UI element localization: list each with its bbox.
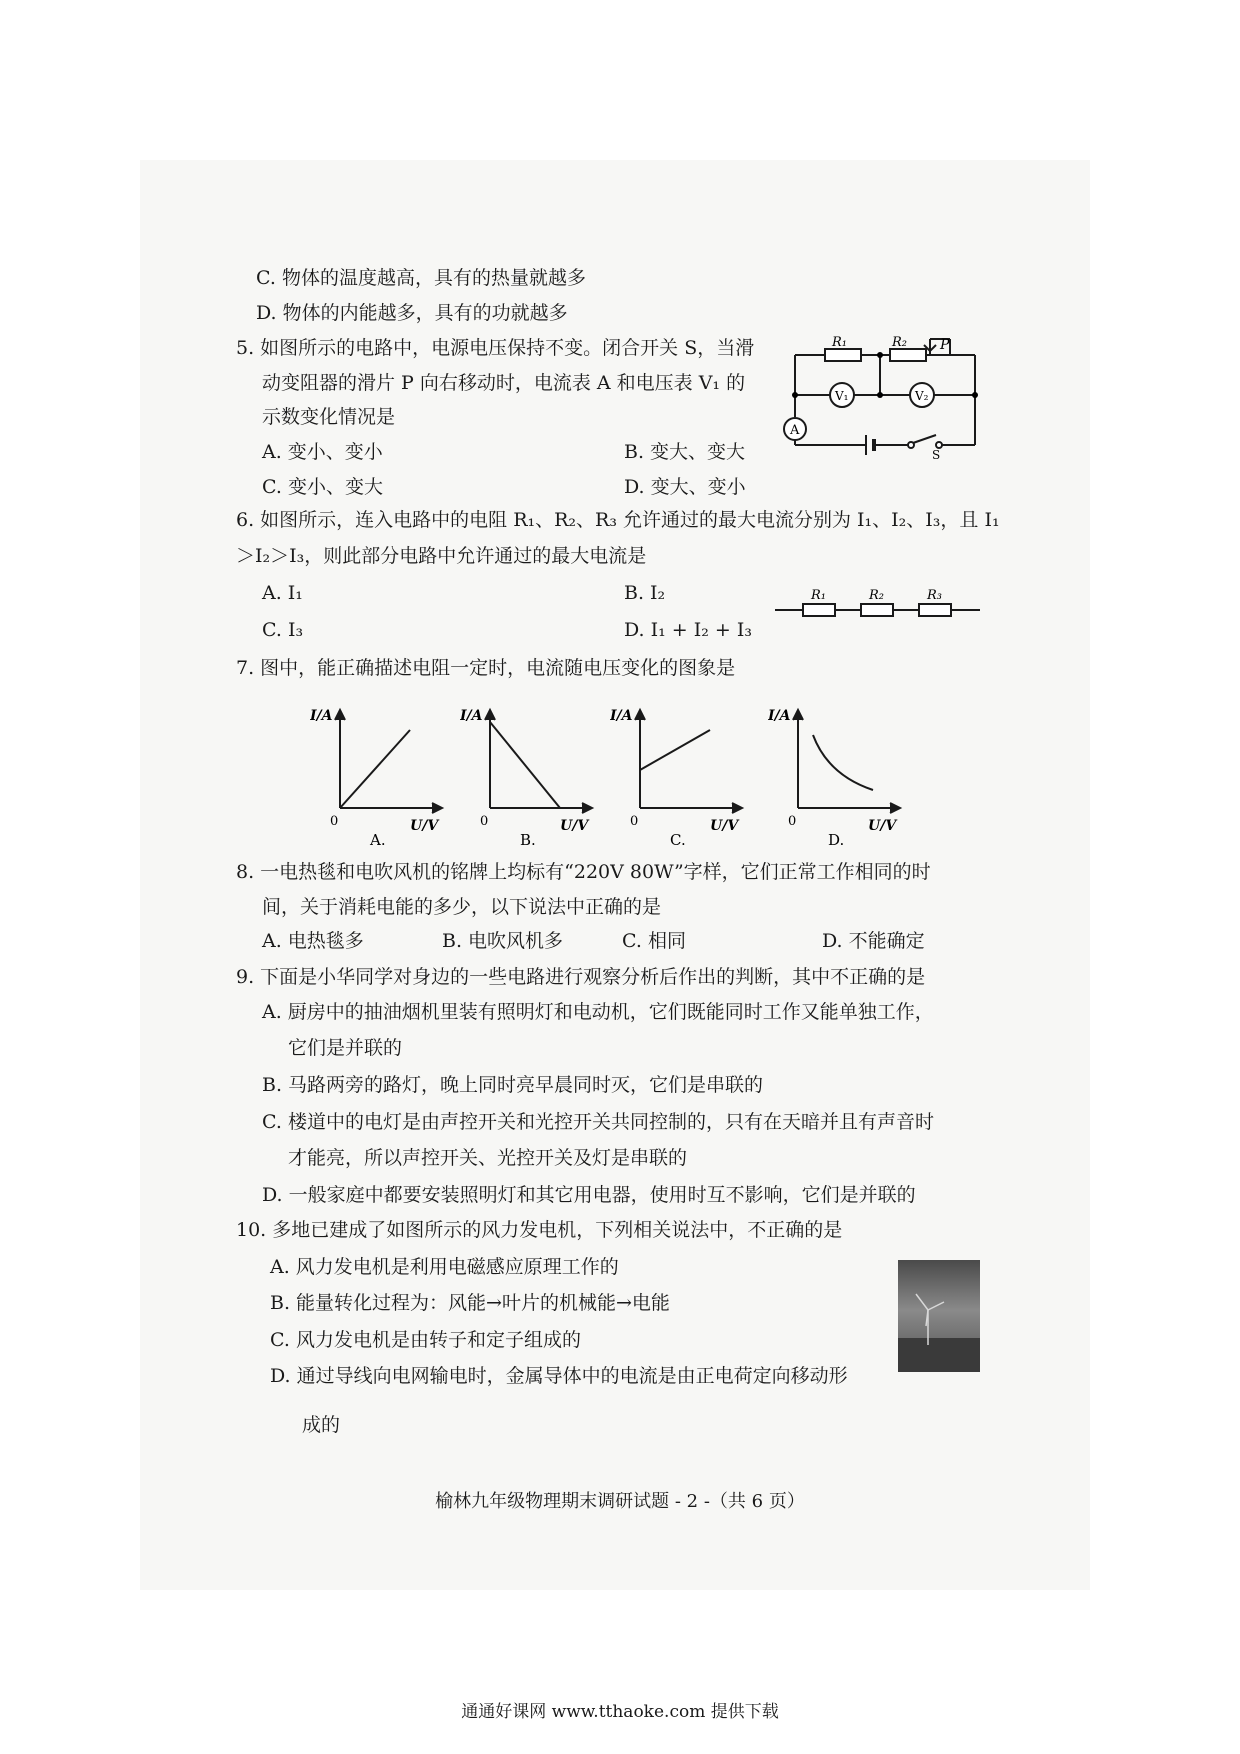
q6-option-a: A. I₁	[262, 582, 303, 604]
q8-option-d: D. 不能确定	[822, 930, 925, 952]
svg-text:0: 0	[330, 814, 339, 829]
q7-graph-c	[610, 700, 750, 850]
graph-d-curve	[813, 735, 873, 790]
svg-text:I/A: I/A	[310, 708, 333, 724]
q4-option-d: D. 物体的内能越多，具有的功就越多	[256, 302, 568, 324]
q10-option-a: A. 风力发电机是利用电磁感应原理工作的	[270, 1256, 619, 1278]
svg-text:D.: D.	[828, 831, 845, 849]
q6-option-c: C. I₃	[262, 619, 304, 641]
svg-text:0: 0	[630, 814, 639, 829]
svg-text:0: 0	[788, 814, 797, 829]
svg-text:U/V: U/V	[710, 818, 739, 834]
q5-stem-line-2: 动变阻器的滑片 P 向右移动时，电流表 A 和电压表 V₁ 的	[262, 372, 746, 394]
svg-text:U/V: U/V	[410, 818, 439, 834]
svg-text:P: P	[940, 337, 950, 353]
q9-option-c-line-2: 才能亮，所以声控开关、光控开关及灯是串联的	[288, 1147, 688, 1169]
q5-option-b: B. 变大、变大	[624, 441, 746, 463]
q5-stem-line-3: 示数变化情况是	[262, 406, 396, 428]
q6-series-resistors	[775, 582, 980, 622]
q5-option-c: C. 变小、变大	[262, 476, 383, 498]
svg-text:C.: C.	[670, 831, 686, 849]
svg-text:R₂: R₂	[892, 335, 907, 350]
q8-option-a: A. 电热毯多	[262, 930, 364, 952]
q4-option-c: C. 物体的温度越高，具有的热量就越多	[256, 267, 586, 289]
wind-turbine-photo	[898, 1260, 980, 1372]
q9-option-a-line-2: 它们是并联的	[288, 1037, 403, 1059]
rheostat-r2	[890, 349, 926, 361]
download-source-note: 通通好课网 www.tthaoke.com 提供下载	[461, 1702, 779, 1722]
q9-option-d: D. 一般家庭中都要安装照明灯和其它用电器，使用时互不影响，它们是并联的	[262, 1184, 916, 1206]
q6-stem-line-2: ＞I₂＞I₃，则此部分电路中允许通过的最大电流是	[236, 545, 647, 567]
q9-option-c-line-1: C. 楼道中的电灯是由声控开关和光控开关共同控制的，只有在天暗并且有声音时	[262, 1111, 934, 1133]
q7-graph-d	[768, 700, 908, 850]
svg-text:I/A: I/A	[460, 708, 483, 724]
graph-c-line	[640, 730, 710, 770]
q5-stem-line-1: 5. 如图所示的电路中，电源电压保持不变。闭合开关 S，当滑	[236, 337, 755, 359]
q10-stem: 10. 多地已建成了如图所示的风力发电机，下列相关说法中，不正确的是	[236, 1219, 843, 1241]
q6-option-b: B. I₂	[624, 582, 666, 604]
svg-text:I/A: I/A	[610, 708, 633, 724]
svg-text:R₃: R₃	[927, 588, 942, 603]
q5-option-a: A. 变小、变小	[262, 441, 383, 463]
q9-stem: 9. 下面是小华同学对身边的一些电路进行观察分析后作出的判断，其中不正确的是	[236, 966, 926, 988]
svg-text:0: 0	[480, 814, 489, 829]
q10-option-d-line-2: 成的	[302, 1414, 341, 1436]
svg-text:A: A	[790, 423, 800, 438]
q5-circuit-diagram	[780, 335, 990, 460]
q8-option-b: B. 电吹风机多	[442, 930, 564, 952]
svg-text:U/V: U/V	[868, 818, 897, 834]
graph-a-line	[340, 730, 410, 808]
q6-option-d: D. I₁ + I₂ + I₃	[624, 619, 752, 641]
svg-text:A.: A.	[370, 831, 386, 849]
svg-text:R₁: R₁	[832, 335, 847, 350]
svg-text:R₂: R₂	[869, 588, 884, 603]
q10-option-b: B. 能量转化过程为：风能→叶片的机械能→电能	[270, 1292, 670, 1314]
svg-text:B.: B.	[520, 831, 536, 849]
svg-text:V₂: V₂	[915, 389, 929, 403]
resistor-r1	[825, 349, 861, 361]
q7-stem: 7. 图中，能正确描述电阻一定时，电流随电压变化的图象是	[236, 657, 736, 679]
svg-text:V₁: V₁	[835, 389, 849, 403]
q6-stem-line-1: 6. 如图所示，连入电路中的电阻 R₁、R₂、R₃ 允许通过的最大电流分别为 I₁、I₂、I₃，且 I₁	[236, 509, 1000, 531]
svg-text:R₁: R₁	[811, 588, 826, 603]
graph-b-line	[490, 722, 560, 808]
q8-stem-line-1: 8. 一电热毯和电吹风机的铭牌上均标有“220V 80W”字样，它们正常工作相同的时	[236, 861, 931, 883]
svg-text:S: S	[932, 448, 941, 460]
q9-option-b: B. 马路两旁的路灯，晚上同时亮早晨同时灭，它们是串联的	[262, 1074, 764, 1096]
svg-text:U/V: U/V	[560, 818, 589, 834]
svg-text:I/A: I/A	[768, 708, 791, 724]
q7-graph-a	[310, 700, 450, 850]
q5-option-d: D. 变大、变小	[624, 476, 746, 498]
page-footer: 榆林九年级物理期末调研试题 - 2 -（共 6 页）	[435, 1491, 805, 1512]
switch-s	[913, 435, 936, 443]
q10-option-c: C. 风力发电机是由转子和定子组成的	[270, 1329, 581, 1351]
q8-stem-line-2: 间，关于消耗电能的多少，以下说法中正确的是	[262, 896, 662, 918]
q8-option-c: C. 相同	[622, 930, 686, 952]
q9-option-a-line-1: A. 厨房中的抽油烟机里装有照明灯和电动机，它们既能同时工作又能单独工作，	[262, 1001, 934, 1023]
q10-option-d-line-1: D. 通过导线向电网输电时，金属导体中的电流是由正电荷定向移动形	[270, 1365, 848, 1387]
q7-graph-b	[460, 700, 600, 850]
